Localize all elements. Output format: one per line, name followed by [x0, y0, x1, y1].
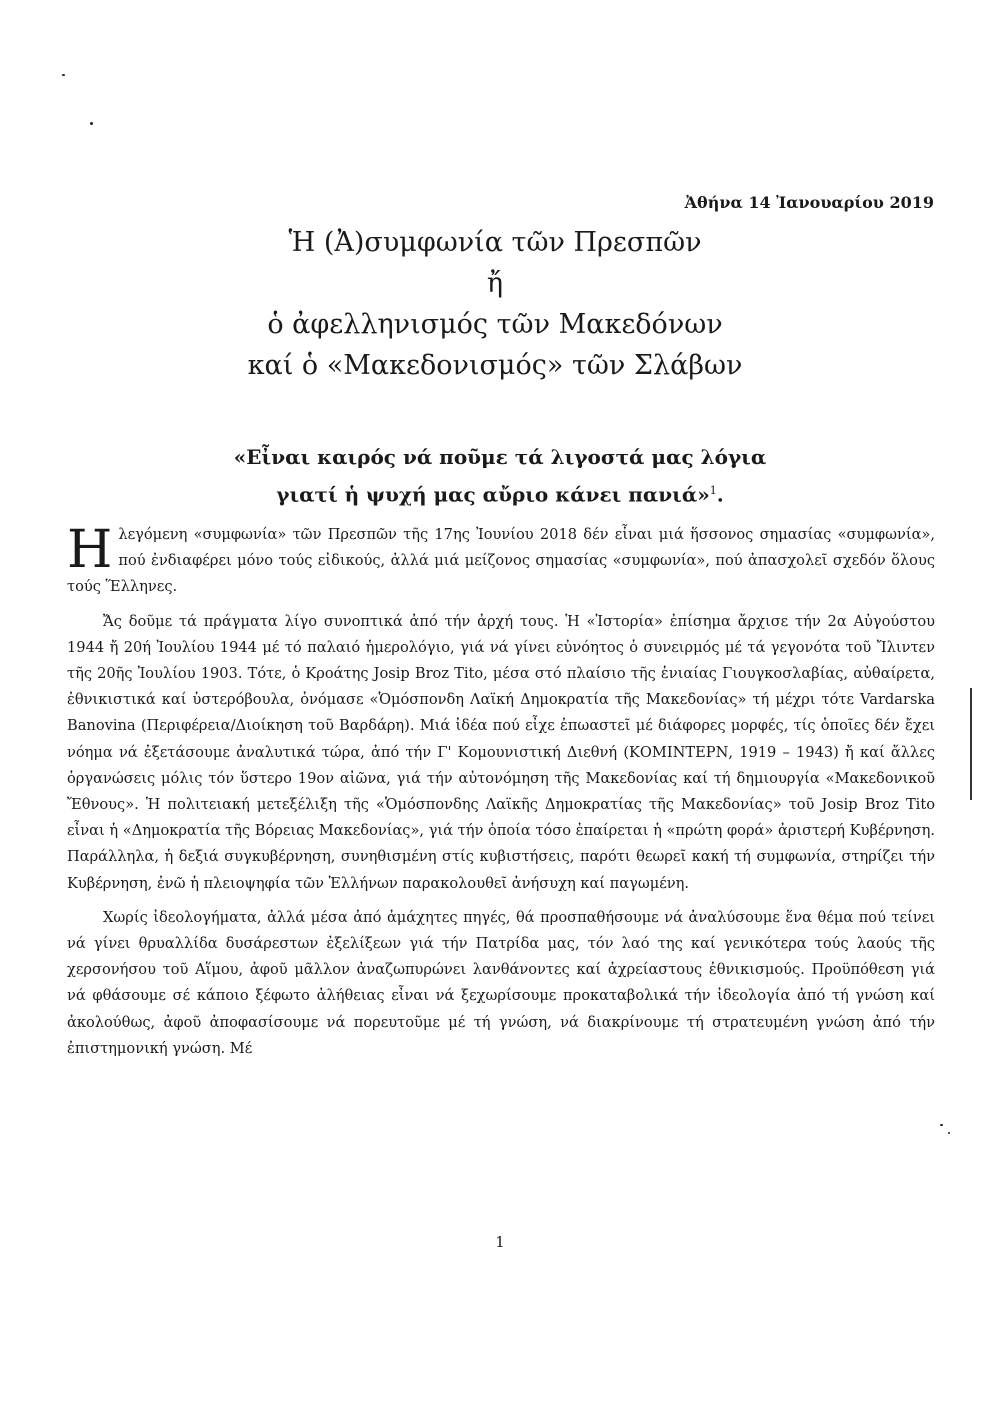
epigraph-quote — [0, 440, 1000, 512]
title-line: Ἡ (Ἀ)συμφωνία τῶν Πρεσπῶν — [288, 227, 702, 258]
body-text — [67, 522, 935, 1070]
paragraph: Χωρίς ἰδεολογήματα, ἀλλά μέσα ἀπό ἀμάχητες πηγές, θά προσπαθήσουμε νά ἀναλύσουμε ἕνα θέμα πού τείνει νά γίνει θρυαλλίδα δυσάρεστων ἐξελίξεων γιά τήν Πατρίδα μας, τόν λαό της καί γενικότερα τούς λαούς τῆς χερσονήσου τοῦ Αἵμου, ἀφοῦ μᾶλλον ἀναζωπυρώνει λανθάνοντες καί ἀχρείαστους ἐθνικισμούς. Προϋπόθεση γιά νά φθάσουμε σέ κάποιο ξέφωτο ἀλήθειας εἶναι νά ξεχωρίσουμε προκαταβολικά τήν ἰδεολογία ἀπό τή γνώση καί ἀκολούθως, ἀφοῦ ἀποφασίσουμε νά πορευτοῦμε μέ τή γνώση, νά διακρίνουμε τή στρατευμένη γνώση ἀπό τήν ἐπιστημονική γνώση. Μέ — [67, 908, 935, 1057]
scan-speck — [940, 1124, 943, 1126]
paragraph — [67, 522, 935, 601]
quote-line-text: γιατί ἡ ψυχή μας αὔριο κάνει πανιά» — [276, 482, 710, 507]
quote-line — [0, 474, 1000, 512]
scan-speck — [948, 1132, 950, 1134]
document-date: Ἀθήνα 14 Ἰανουαρίου 2019 — [684, 193, 934, 212]
page-number: 1 — [495, 1233, 505, 1251]
title-line: καί ὁ «Μακεδονισμός» τῶν Σλάβων — [247, 350, 743, 381]
quote-line: «Εἶναι καιρός νά ποῦμε τά λιγοστά μας λόγια — [233, 445, 767, 469]
scan-speck — [62, 74, 65, 76]
drop-cap: Η — [67, 520, 113, 580]
margin-mark — [970, 688, 972, 800]
paragraph-text: λεγόμενη «συμφωνία» τῶν Πρεσπῶν τῆς 17ης Ἰουνίου 2018 δέν εἶναι μιά ἥσσονος σημασίας «συμφωνία», πού ἐνδιαφέρει μόνο τούς εἰδικούς, ἀλλά μιά μείζονος σημασίας «συμφωνία», πού ἀπασχολεῖ σχεδόν ὅλους τούς Ἕλληνες. — [67, 526, 935, 596]
document-title — [0, 222, 1000, 386]
paragraph: Ἄς δοῦμε τά πράγματα λίγο συνοπτικά ἀπό τήν ἀρχή τους. Ἡ «Ἱστορία» ἐπίσημα ἄρχισε τήν 2α Αὐγούστου 1944 ἤ 20ή Ἰουλίου 1944 μέ τό παλαιό ἡμερολόγιο, γιά νά γίνει εὐνόητος ὁ συνειρμός μέ τά γεγονότα τοῦ Ἴλιντεν τῆς 20ῆς Ἰουλίου 1903. Τότε, ὁ Κροάτης Josip Broz Tito, μέσα στό πλαίσιο τῆς ἑνιαίας Γιουγκοσλαβίας, αὐθαίρετα, ἐθνικιστικά καί ὑστερόβουλα, ὀνόμασε «Ὁμόσπονδη Λαϊκή Δημοκρατία τῆς Μακεδονίας» τή μέχρι τότε Vardarska Banovina (Περιφέρεια/Διοίκηση τοῦ Βαρδάρη). Μιά ἰδέα πού εἶχε ἐπωαστεῖ μέ διάφορες μορφές, τίς ὁποῖες δέν ἔχει νόημα νά ἐξετάσουμε ἀναλυτικά τώρα, ἀπό τήν Γ' Κομουνιστική Διεθνή (ΚΟΜΙΝΤΕΡΝ, 1919 – 1943) ἤ καί ἄλλες ὀργανώσεις μόλις τόν ὕστερο 19ον αἰῶνα, γιά τήν αὐτονόμηση τῆς Μακεδονίας καί τή δημιουργία «Μακεδονικοῦ Ἔθνους». Ἡ πολιτειακή μετεξέλιξη τῆς «Ὁμόσπονδης Λαϊκῆς Δημοκρατίας τῆς Μακεδονίας» τοῦ Josip Broz Tito εἶναι ἡ «Δημοκρατία τῆς Βόρειας Μακεδονίας», γιά τήν ὁποία τόσο ἐπαίρεται ἡ «πρώτη φορά» ἀριστερή Κυβέρνηση. Παράλληλα, ἡ δεξιά συγκυβέρνηση, συνηθισμένη στίς κυβιστήσεις, παρότι θεωρεῖ κακή τή συμφωνία, στηρίζει τήν Κυβέρνηση, ἐνῶ ἡ πλειοψηφία τῶν Ἑλλήνων παρακολουθεῖ ἀνήσυχη καί παγωμένη. — [67, 612, 935, 892]
scan-speck — [90, 122, 93, 125]
title-line: ἤ — [486, 268, 504, 299]
quote-end-mark: . — [716, 482, 724, 507]
footnote-marker: 1 — [709, 484, 717, 497]
title-line: ὁ ἀφελληνισμός τῶν Μακεδόνων — [267, 309, 723, 340]
